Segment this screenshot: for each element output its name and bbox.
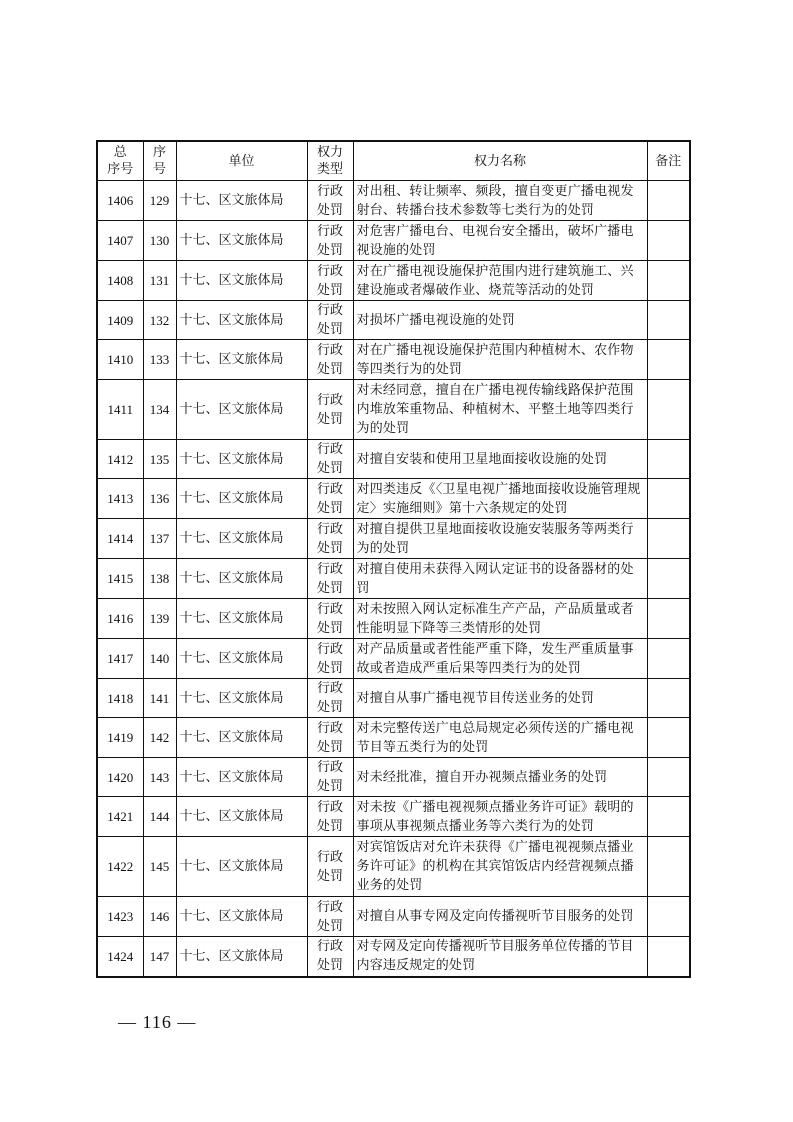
power-type-cell: 行政 处罚 bbox=[307, 440, 353, 479]
unit-cell: 十七、区文旅体局 bbox=[176, 897, 307, 937]
power-type-cell: 行政 处罚 bbox=[307, 519, 353, 559]
header-note: 备注 bbox=[647, 141, 690, 181]
power-name-cell: 对出租、转让频率、频段，擅自变更广播电视发射台、转播台技术参数等七类行为的处罚 bbox=[353, 181, 647, 221]
unit-cell: 十七、区文旅体局 bbox=[176, 599, 307, 639]
table-row bbox=[97, 181, 690, 221]
unit-cell: 十七、区文旅体局 bbox=[176, 181, 307, 221]
note-cell bbox=[647, 758, 690, 797]
power-name-cell: 对擅自提供卫星地面接收设施安装服务等两类行为的处罚 bbox=[353, 519, 647, 559]
power-type-cell: 行政 处罚 bbox=[307, 301, 353, 340]
header-name: 权力名称 bbox=[353, 141, 647, 181]
power-name-cell: 对四类违反《〈卫星电视广播地面接收设施管理规定〉实施细则》第十六条规定的处罚 bbox=[353, 479, 647, 519]
table-row bbox=[97, 221, 690, 261]
note-cell bbox=[647, 479, 690, 519]
total-seq-cell: 1413 bbox=[97, 479, 143, 519]
power-list-table bbox=[96, 140, 691, 978]
total-seq-cell: 1408 bbox=[97, 261, 143, 301]
unit-cell: 十七、区文旅体局 bbox=[176, 937, 307, 977]
power-name-cell: 对未经同意，擅自在广播电视传输线路保护范围内堆放笨重物品、种植树木、平整土地等四类行为的处罚 bbox=[353, 380, 647, 440]
seq-cell: 134 bbox=[143, 380, 176, 440]
power-type-cell: 行政 处罚 bbox=[307, 340, 353, 380]
seq-cell: 131 bbox=[143, 261, 176, 301]
power-name-cell: 对危害广播电台、电视台安全播出，破坏广播电视设施的处罚 bbox=[353, 221, 647, 261]
power-type-cell: 行政 处罚 bbox=[307, 718, 353, 758]
note-cell bbox=[647, 340, 690, 380]
note-cell bbox=[647, 519, 690, 559]
table-row bbox=[97, 797, 690, 837]
power-type-cell: 行政 处罚 bbox=[307, 897, 353, 937]
header-unit: 单位 bbox=[176, 141, 307, 181]
note-cell bbox=[647, 221, 690, 261]
power-type-cell: 行政 处罚 bbox=[307, 380, 353, 440]
seq-cell: 130 bbox=[143, 221, 176, 261]
total-seq-cell: 1415 bbox=[97, 559, 143, 599]
table-header-row bbox=[97, 141, 690, 181]
note-cell bbox=[647, 718, 690, 758]
power-name-cell: 对未经批准，擅自开办视频点播业务的处罚 bbox=[353, 758, 647, 797]
total-seq-cell: 1414 bbox=[97, 519, 143, 559]
header-total-seq: 总 序号 bbox=[97, 141, 143, 181]
table-row bbox=[97, 301, 690, 340]
total-seq-cell: 1407 bbox=[97, 221, 143, 261]
power-name-cell: 对损坏广播电视设施的处罚 bbox=[353, 301, 647, 340]
note-cell bbox=[647, 440, 690, 479]
power-type-cell: 行政 处罚 bbox=[307, 758, 353, 797]
power-type-cell: 行政 处罚 bbox=[307, 599, 353, 639]
table-row bbox=[97, 380, 690, 440]
unit-cell: 十七、区文旅体局 bbox=[176, 639, 307, 679]
power-type-cell: 行政 处罚 bbox=[307, 679, 353, 718]
total-seq-cell: 1420 bbox=[97, 758, 143, 797]
power-name-cell: 对未按《广播电视视频点播业务许可证》载明的事项从事视频点播业务等六类行为的处罚 bbox=[353, 797, 647, 837]
seq-cell: 137 bbox=[143, 519, 176, 559]
power-name-cell: 对擅自从事广播电视节目传送业务的处罚 bbox=[353, 679, 647, 718]
power-name-cell: 对宾馆饭店对允许未获得《广播电视视频点播业务许可证》的机构在其宾馆饭店内经营视频点播业务的处罚 bbox=[353, 837, 647, 897]
power-type-cell: 行政 处罚 bbox=[307, 837, 353, 897]
table-row bbox=[97, 897, 690, 937]
power-type-cell: 行政 处罚 bbox=[307, 221, 353, 261]
power-name-cell: 对未按照入网认定标准生产产品，产品质量或者性能明显下降等三类情形的处罚 bbox=[353, 599, 647, 639]
total-seq-cell: 1417 bbox=[97, 639, 143, 679]
table-row bbox=[97, 718, 690, 758]
unit-cell: 十七、区文旅体局 bbox=[176, 797, 307, 837]
table-row bbox=[97, 837, 690, 897]
seq-cell: 140 bbox=[143, 639, 176, 679]
power-name-cell: 对在广播电视设施保护范围内种植树木、农作物等四类行为的处罚 bbox=[353, 340, 647, 380]
note-cell bbox=[647, 599, 690, 639]
table-row bbox=[97, 937, 690, 977]
unit-cell: 十七、区文旅体局 bbox=[176, 718, 307, 758]
total-seq-cell: 1409 bbox=[97, 301, 143, 340]
total-seq-cell: 1421 bbox=[97, 797, 143, 837]
unit-cell: 十七、区文旅体局 bbox=[176, 679, 307, 718]
header-type: 权力 类型 bbox=[307, 141, 353, 181]
seq-cell: 142 bbox=[143, 718, 176, 758]
power-type-cell: 行政 处罚 bbox=[307, 937, 353, 977]
power-type-cell: 行政 处罚 bbox=[307, 479, 353, 519]
total-seq-cell: 1411 bbox=[97, 380, 143, 440]
note-cell bbox=[647, 937, 690, 977]
note-cell bbox=[647, 639, 690, 679]
note-cell bbox=[647, 380, 690, 440]
header-seq: 序 号 bbox=[143, 141, 176, 181]
note-cell bbox=[647, 837, 690, 897]
unit-cell: 十七、区文旅体局 bbox=[176, 479, 307, 519]
power-type-cell: 行政 处罚 bbox=[307, 639, 353, 679]
page-number: — 116 — bbox=[118, 1012, 197, 1032]
power-type-cell: 行政 处罚 bbox=[307, 181, 353, 221]
seq-cell: 138 bbox=[143, 559, 176, 599]
seq-cell: 132 bbox=[143, 301, 176, 340]
table-row bbox=[97, 261, 690, 301]
table-row bbox=[97, 479, 690, 519]
unit-cell: 十七、区文旅体局 bbox=[176, 380, 307, 440]
power-name-cell: 对擅自使用未获得入网认定证书的设备器材的处罚 bbox=[353, 559, 647, 599]
power-name-cell: 对擅自安装和使用卫星地面接收设施的处罚 bbox=[353, 440, 647, 479]
table-row bbox=[97, 519, 690, 559]
table-row bbox=[97, 758, 690, 797]
table-row bbox=[97, 599, 690, 639]
unit-cell: 十七、区文旅体局 bbox=[176, 440, 307, 479]
table-row bbox=[97, 340, 690, 380]
power-type-cell: 行政 处罚 bbox=[307, 797, 353, 837]
note-cell bbox=[647, 181, 690, 221]
seq-cell: 143 bbox=[143, 758, 176, 797]
power-name-cell: 对未完整传送广电总局规定必须传送的广播电视节目等五类行为的处罚 bbox=[353, 718, 647, 758]
total-seq-cell: 1418 bbox=[97, 679, 143, 718]
unit-cell: 十七、区文旅体局 bbox=[176, 340, 307, 380]
note-cell bbox=[647, 679, 690, 718]
power-name-cell: 对在广播电视设施保护范围内进行建筑施工、兴建设施或者爆破作业、烧荒等活动的处罚 bbox=[353, 261, 647, 301]
seq-cell: 147 bbox=[143, 937, 176, 977]
power-name-cell: 对产品质量或者性能严重下降，发生严重质量事故或者造成严重后果等四类行为的处罚 bbox=[353, 639, 647, 679]
seq-cell: 133 bbox=[143, 340, 176, 380]
unit-cell: 十七、区文旅体局 bbox=[176, 559, 307, 599]
unit-cell: 十七、区文旅体局 bbox=[176, 519, 307, 559]
table-row bbox=[97, 559, 690, 599]
total-seq-cell: 1410 bbox=[97, 340, 143, 380]
total-seq-cell: 1416 bbox=[97, 599, 143, 639]
power-name-cell: 对专网及定向传播视听节目服务单位传播的节目内容违反规定的处罚 bbox=[353, 937, 647, 977]
note-cell bbox=[647, 559, 690, 599]
unit-cell: 十七、区文旅体局 bbox=[176, 758, 307, 797]
total-seq-cell: 1406 bbox=[97, 181, 143, 221]
seq-cell: 139 bbox=[143, 599, 176, 639]
power-name-cell: 对擅自从事专网及定向传播视听节目服务的处罚 bbox=[353, 897, 647, 937]
seq-cell: 135 bbox=[143, 440, 176, 479]
note-cell bbox=[647, 301, 690, 340]
power-type-cell: 行政 处罚 bbox=[307, 261, 353, 301]
note-cell bbox=[647, 797, 690, 837]
power-type-cell: 行政 处罚 bbox=[307, 559, 353, 599]
total-seq-cell: 1419 bbox=[97, 718, 143, 758]
table-row bbox=[97, 440, 690, 479]
unit-cell: 十七、区文旅体局 bbox=[176, 261, 307, 301]
seq-cell: 129 bbox=[143, 181, 176, 221]
seq-cell: 145 bbox=[143, 837, 176, 897]
seq-cell: 136 bbox=[143, 479, 176, 519]
table-row bbox=[97, 639, 690, 679]
seq-cell: 144 bbox=[143, 797, 176, 837]
seq-cell: 141 bbox=[143, 679, 176, 718]
unit-cell: 十七、区文旅体局 bbox=[176, 221, 307, 261]
total-seq-cell: 1422 bbox=[97, 837, 143, 897]
total-seq-cell: 1424 bbox=[97, 937, 143, 977]
seq-cell: 146 bbox=[143, 897, 176, 937]
unit-cell: 十七、区文旅体局 bbox=[176, 301, 307, 340]
total-seq-cell: 1423 bbox=[97, 897, 143, 937]
note-cell bbox=[647, 261, 690, 301]
unit-cell: 十七、区文旅体局 bbox=[176, 837, 307, 897]
note-cell bbox=[647, 897, 690, 937]
table-row bbox=[97, 679, 690, 718]
total-seq-cell: 1412 bbox=[97, 440, 143, 479]
